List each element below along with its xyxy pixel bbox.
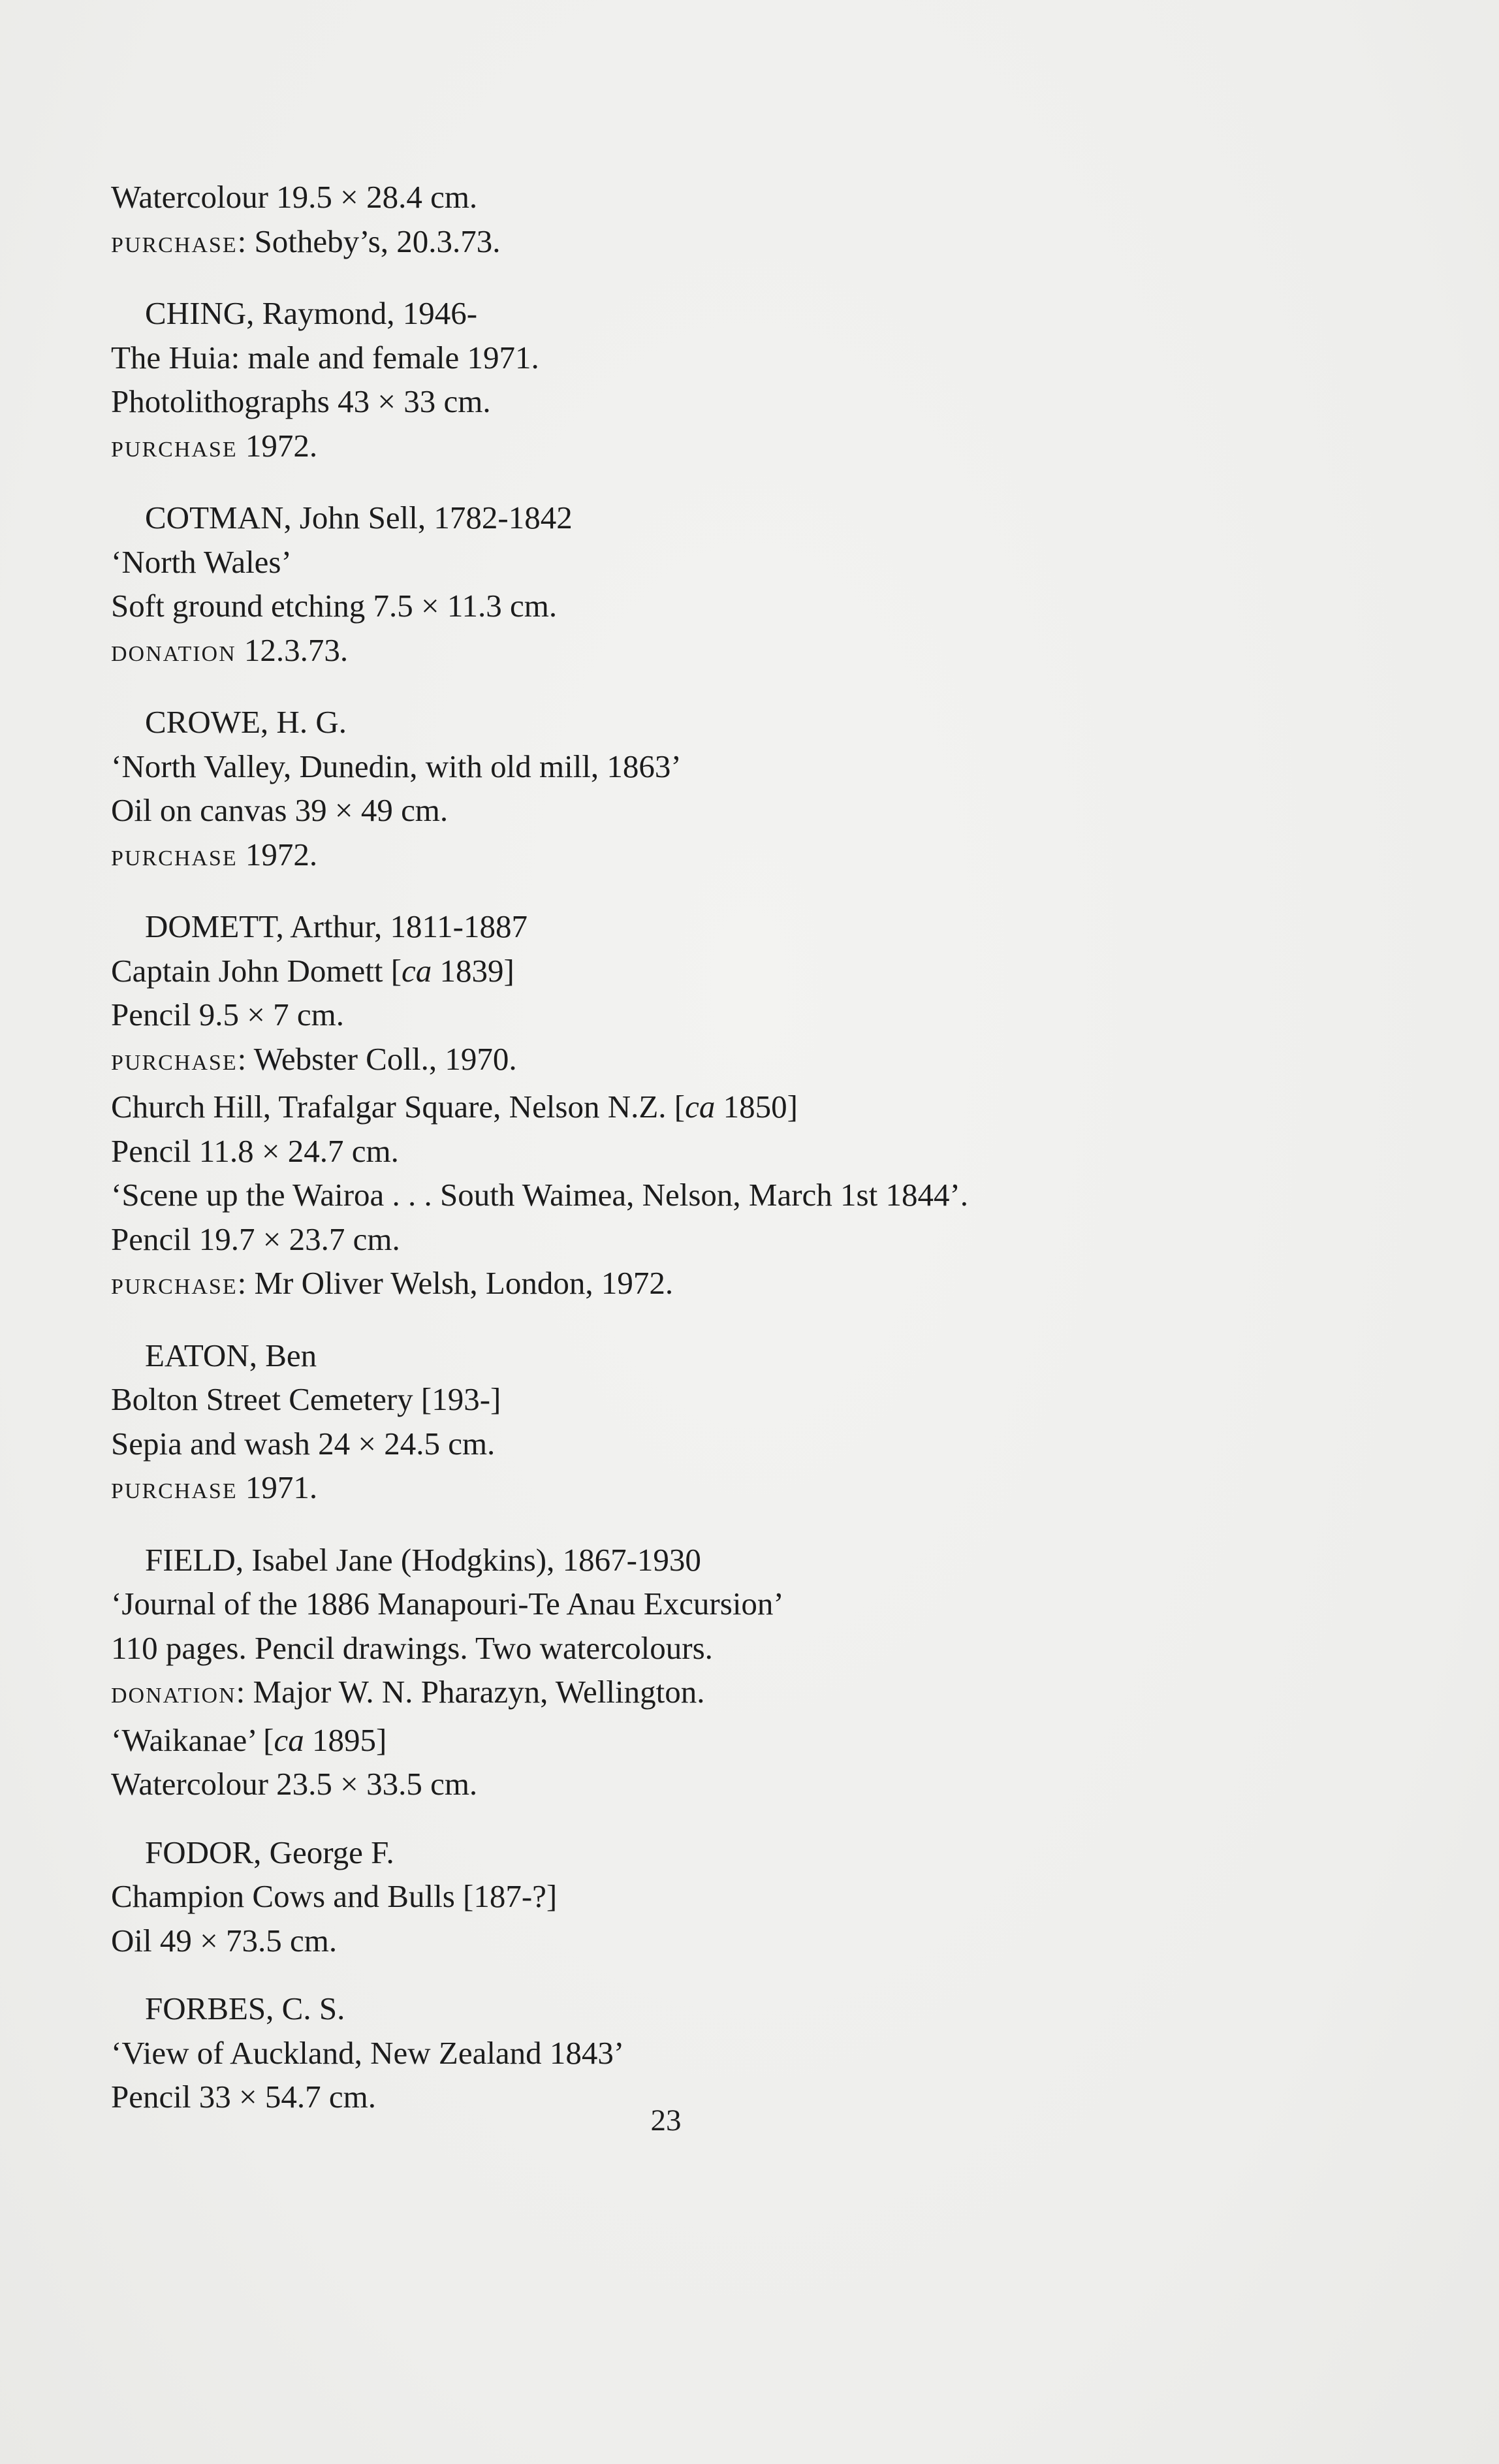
catalogue-entry xyxy=(111,1987,1025,2119)
acquisition-line xyxy=(111,1670,1025,1718)
acquisition-detail: : Mr Oliver Welsh, London, 1972. xyxy=(237,1265,674,1301)
acquisition-label: PURCHASE xyxy=(111,1050,238,1075)
acquisition-line xyxy=(111,833,1025,881)
entry-line: ‘View of Auckland, New Zealand 1843’ xyxy=(111,2034,625,2071)
acquisition-line xyxy=(111,219,1025,268)
acquisition-detail: 1971. xyxy=(237,1469,318,1505)
acquisition-line xyxy=(111,628,1025,677)
acquisition-detail: 1972. xyxy=(237,836,318,872)
entry-line: Pencil 11.8 × 24.7 cm. xyxy=(111,1132,399,1169)
acquisition-detail: : Sotheby’s, 20.3.73. xyxy=(237,223,501,259)
catalogue-entry xyxy=(111,700,1025,880)
acquisition-line xyxy=(111,1465,1025,1514)
acquisition-label: PURCHASE xyxy=(111,1479,238,1503)
entry-line: Pencil 9.5 × 7 cm. xyxy=(111,997,344,1032)
artist-heading: FORBES, C. S. xyxy=(145,1991,345,2026)
acquisition-line xyxy=(111,1037,1025,1085)
artist-heading: EATON, Ben xyxy=(145,1337,317,1373)
acquisition-line xyxy=(111,424,1025,472)
entry-line: Photolithographs 43 × 33 cm. xyxy=(111,383,491,419)
catalogue-entry xyxy=(111,496,1025,676)
page-number: 23 xyxy=(650,2104,682,2137)
entry-line: Oil on canvas 39 × 49 cm. xyxy=(111,792,449,828)
artist-heading: FIELD, Isabel Jane (Hodgkins), 1867-1930 xyxy=(145,1541,701,1578)
acquisition-label: PURCHASE xyxy=(111,232,238,257)
entry-line: Captain John Domett [ca 1839] xyxy=(111,952,514,989)
catalogue-entry xyxy=(111,1334,1025,1514)
acquisition-label: PURCHASE xyxy=(111,846,238,871)
acquisition-label: DONATION xyxy=(111,1684,236,1708)
catalogue-entry xyxy=(111,904,1025,1309)
entry-line: Bolton Street Cemetery [193-] xyxy=(111,1381,501,1417)
catalogue-entry xyxy=(111,175,1025,267)
acquisition-label: DONATION xyxy=(111,641,236,666)
acquisition-label: PURCHASE xyxy=(111,437,238,462)
entry-line: 110 pages. Pencil drawings. Two watercolours. xyxy=(111,1629,713,1666)
entry-line: ‘Waikanae’ [ca 1895] xyxy=(111,1721,387,1758)
acquisition-detail: 1972. xyxy=(237,427,318,464)
artist-heading: FODOR, George F. xyxy=(145,1834,394,1870)
entry-line: Champion Cows and Bulls [187-?] xyxy=(111,1878,558,1914)
artist-heading: CHING, Raymond, 1946- xyxy=(145,295,478,331)
acquisition-detail: 12.3.73. xyxy=(236,632,349,668)
entry-line: Oil 49 × 73.5 cm. xyxy=(111,1922,338,1959)
artist-heading: DOMETT, Arthur, 1811-1887 xyxy=(145,908,528,944)
acquisition-label: PURCHASE xyxy=(111,1275,238,1299)
entry-line: Watercolour 23.5 × 33.5 cm. xyxy=(111,1766,478,1802)
entry-line: ‘North Valley, Dunedin, with old mill, 1863’ xyxy=(111,748,682,784)
acquisition-detail: : Webster Coll., 1970. xyxy=(237,1040,517,1077)
entry-line: ‘Journal of the 1886 Manapouri-Te Anau Excursion’ xyxy=(111,1586,784,1622)
entry-line: Pencil 19.7 × 23.7 cm. xyxy=(111,1221,400,1257)
catalogue-entry xyxy=(111,1538,1025,1806)
entry-line: Watercolour 19.5 × 28.4 cm. xyxy=(111,179,478,215)
entry-line: The Huia: male and female 1971. xyxy=(111,339,539,376)
acquisition-detail: : Major W. N. Pharazyn, Wellington. xyxy=(236,1674,705,1710)
catalogue-entry xyxy=(111,1831,1025,1963)
catalogue-entry xyxy=(111,291,1025,472)
entry-line: Pencil 33 × 54.7 cm. xyxy=(111,2079,376,2115)
entry-line: Church Hill, Trafalgar Square, Nelson N.Z. [ca 1850] xyxy=(111,1089,798,1125)
entry-line: Sepia and wash 24 × 24.5 cm. xyxy=(111,1425,496,1462)
artist-heading: COTMAN, John Sell, 1782-1842 xyxy=(145,500,573,536)
entry-line: ‘Scene up the Wairoa . . . South Waimea, Nelson, March 1st 1844’. xyxy=(111,1177,969,1213)
acquisition-line xyxy=(111,1261,1025,1309)
catalogue-entries xyxy=(111,175,1025,2143)
entry-line: ‘North Wales’ xyxy=(111,543,292,580)
entry-line: Soft ground etching 7.5 × 11.3 cm. xyxy=(111,588,558,624)
artist-heading: CROWE, H. G. xyxy=(145,704,347,740)
